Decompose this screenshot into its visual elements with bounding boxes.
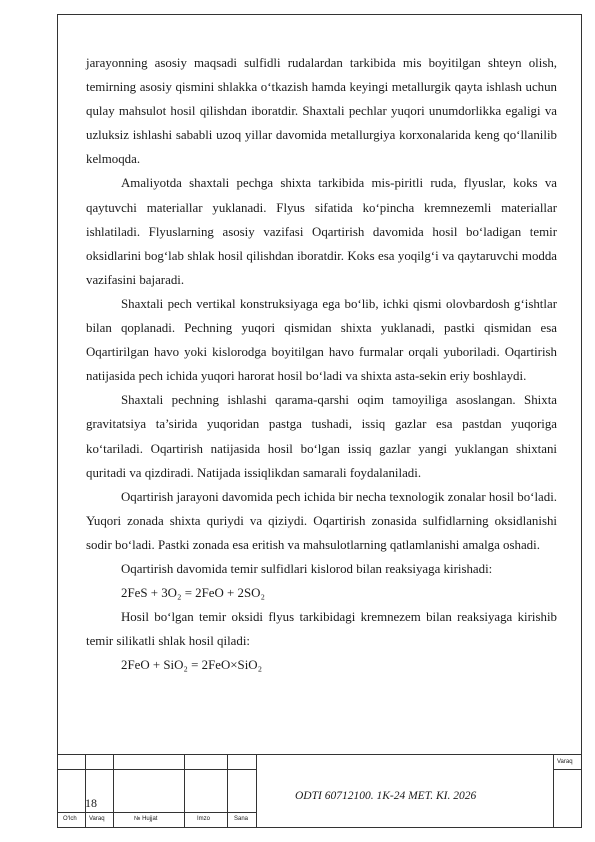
- paragraph-1: jarayonning asosiy maqsadi sulfidli rudalardan tarkibida mis boyitilgan shteyn olish, temirning asosiy qismini shlakka o‘tkazish hamda keyingi metallurgik qayta ishlash uchun qulay mahsulot hosil qilishdan iboratdir. Shaxtali pechlar yuqori unumdorlikka egaligi va uzluksiz ishlashi sababli uzoq yillar davomida metallurgiya korxonalarida keng qo‘llanilib kelmoqda.: [86, 56, 557, 167]
- col-divider-2: [113, 754, 114, 828]
- paragraph-6: Hosil bo‘lgan temir oksidi flyus tarkibidagi kremnezem bilan reaksiyaga kirishib temir silikatli shlak hosil qiladi:: [86, 610, 557, 649]
- page-number: 18: [85, 796, 97, 810]
- sheet-label: Varaq: [557, 759, 573, 765]
- title-block: [57, 754, 582, 828]
- col-label-hujjat: № Hujjat: [134, 816, 158, 822]
- col-label-varaq: Varaq: [89, 816, 105, 822]
- paragraph-3: Shaxtali pech vertikal konstruksiyaga ega bo‘lib, ichki qismi olovbardosh g‘ishtlar bilan qoplanadi. Pechning yuqori qismidan shixta yuklanadi, pastki qismidan esa Oqartirilgan havo yoki kislorodga boyitilgan havo furmalar orqali yuboriladi. Oqartirish natijasida pech ichida yuqori harorat hosil bo‘ladi va shixta asta-sekin eriy boshlaydi.: [86, 296, 557, 384]
- equation-2: 2FeO + SiO₂ = 2FeO×SiO₂: [121, 658, 263, 673]
- document-body: [86, 51, 557, 677]
- reaction-intro: Oqartirish davomida temir sulfidlari kislorod bilan reaksiyaga kirishadi:: [121, 561, 493, 576]
- col-divider-1: [85, 754, 86, 828]
- paragraph-5: Oqartirish jarayoni davomida pech ichida bir necha texnologik zonalar hosil bo‘ladi. Yuqori zonada shixta quriydi va qiziydi. Oqartirish zonasida sulfidlarning oksidlanishi sodir bo‘ladi. Pastki zonada esa eritish va mahsulotlarning qatlamlanishi amalga oshadi.: [86, 489, 557, 552]
- col-divider-3: [184, 754, 185, 828]
- equation-1: 2FeS + 3O₂ = 2FeO + 2SO₂: [121, 586, 265, 601]
- col-divider-4: [227, 754, 228, 828]
- col-label-olch: O‘lch: [63, 816, 77, 822]
- sheet-row-divider: [553, 769, 582, 770]
- paragraph-4: Shaxtali pechning ishlashi qarama-qarshi oqim tamoyiliga asoslangan. Shixta gravitatsiya ta’sirida yuqoridan pastga tushadi, issiq gazlar esa pastdan yuqoriga ko‘tariladi. Oqartirish natijasida hosil bo‘lgan issiq gazlar yangi yuklangan shixtani quritadi va qizdiradi. Natijada issiqlikdan samarali foydalaniladi.: [86, 393, 557, 480]
- col-label-imzo: Imzo: [197, 816, 211, 822]
- paragraph-2: Amaliyotda shaxtali pechga shixta tarkibida mis-piritli ruda, flyuslar, koks va qaytuvchi materiallar yuklanadi. Flyus sifatida ko‘pincha kremnezemli materiallar ishlatiladi. Flyuslarning asosiy vazifasi Oqartirish davomida hosil bo‘ladigan temir oksidlarini bog‘lab shlak hosil qilishdan iboratdir. Koks esa yoqilg‘i va qaytaruvchi modda vazifasini bajaradi.: [86, 176, 557, 287]
- col-label-sana: Sana: [234, 816, 249, 822]
- document-code: ODTI 60712100. 1K-24 MET. KI. 2026: [295, 790, 477, 802]
- sheet-col-divider: [553, 754, 554, 828]
